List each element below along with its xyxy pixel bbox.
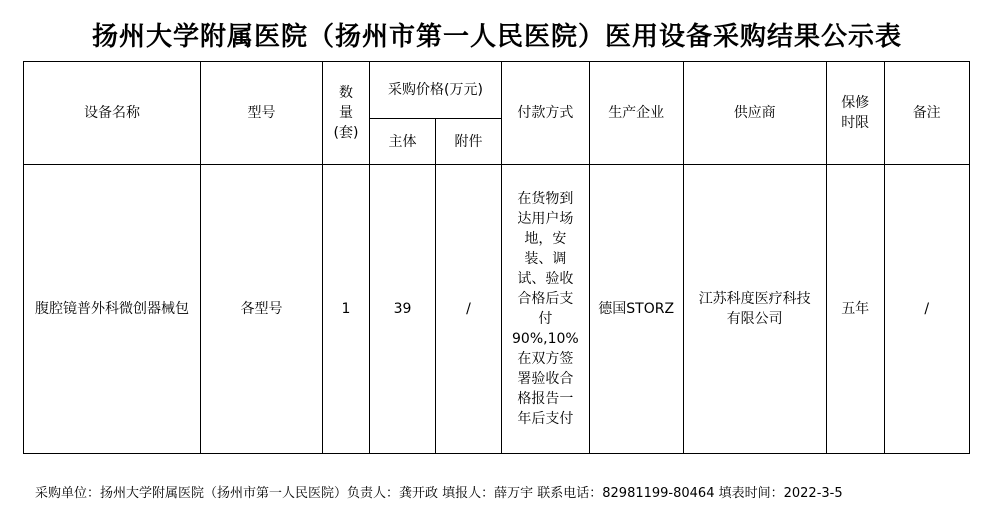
cell-maker: 德国STORZ	[589, 165, 683, 454]
header-attach: 附件	[436, 119, 502, 165]
cell-remark: /	[884, 165, 969, 454]
cell-model: 各型号	[201, 165, 323, 454]
header-main: 主体	[370, 119, 436, 165]
header-qty: 数量(套)	[323, 62, 370, 165]
header-payment: 付款方式	[502, 62, 590, 165]
cell-name: 腹腔镜普外科微创器械包	[24, 165, 201, 454]
cell-qty: 1	[323, 165, 370, 454]
footer-info: 采购单位：扬州大学附属医院（扬州市第一人民医院）负责人：龚开政 填报人：薛万宇 联系电话：82981199-80464 填表时间：2022-3-5	[35, 486, 843, 501]
header-warranty: 保修时限	[826, 62, 884, 165]
page-title: 扬州大学附属医院（扬州市第一人民医院）医用设备采购结果公示表	[91, 22, 902, 52]
cell-supplier: 江苏科度医疗科技有限公司	[683, 165, 826, 454]
header-maker: 生产企业	[589, 62, 683, 165]
cell-payment: 在货物到达用户场地，安装、调试、验收合格后支付90%,10%在双方签署验收合格报告一年后支付	[502, 165, 590, 454]
procurement-table	[23, 61, 970, 454]
header-remark: 备注	[884, 62, 969, 165]
table-row	[24, 165, 970, 454]
cell-attach: /	[436, 165, 502, 454]
header-model: 型号	[201, 62, 323, 165]
cell-warranty: 五年	[826, 165, 884, 454]
header-supplier: 供应商	[683, 62, 826, 165]
cell-main: 39	[370, 165, 436, 454]
header-name: 设备名称	[24, 62, 201, 165]
header-price: 采购价格(万元)	[370, 62, 502, 119]
